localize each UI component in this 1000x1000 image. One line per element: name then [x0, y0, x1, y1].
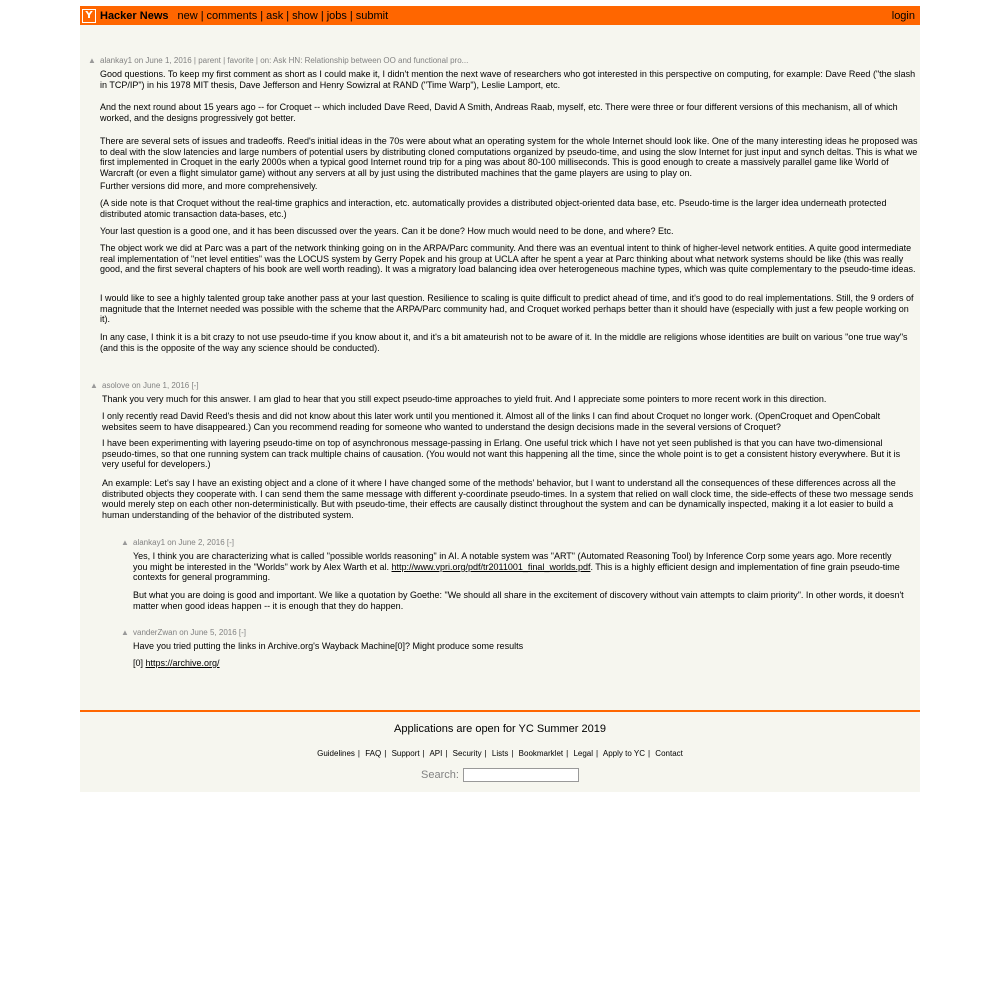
- collapse-toggle[interactable]: [-]: [226, 538, 235, 547]
- comment-on-word: on: [134, 56, 144, 65]
- comment-paragraph: But what you are doing is good and important. We like a quotation by Goethe: "We should all share in the excitement of discovery without vain attempts to claim priority". In other words, it doesn't matter when good ideas happen -- it is enough that they do happen.: [133, 590, 904, 611]
- comment-paragraph: [133, 658, 220, 669]
- comment-header: [133, 628, 246, 638]
- nav-separator: |: [200, 9, 204, 22]
- nav-separator: |: [286, 9, 290, 22]
- yc-applications-link[interactable]: Applications are open for YC Summer 2019: [394, 723, 606, 735]
- archive-org-link[interactable]: https://archive.org/: [145, 658, 220, 668]
- footer-link-apply[interactable]: Apply to YC: [602, 749, 645, 758]
- nav-separator: |: [349, 9, 353, 22]
- footer-link-bookmarklet[interactable]: Bookmarklet: [518, 749, 564, 758]
- nav-jobs[interactable]: jobs: [326, 9, 347, 22]
- collapse-toggle[interactable]: [-]: [238, 628, 247, 637]
- comment-paragraph: There are several sets of issues and tradeoffs. Reed's initial ideas in the 70s were about what an operating system for the whole Internet should look like. One of the many interesting ideas he proposed was to deal with the slow latencies and large numbers of potential users by distributing cloned computations organized by pseudo-time, and using the slow Internet for just input and synch deltas. This is what we first implemented in Croquet in the early 2000s when a typical good Internet round trip for a ping was about 80-100 milliseconds. This is good enough to create a massively parallel game like World of Warcraft (or even a flight simulator game) without any servers at all by just using the distributed machines that the game players are using to play on.: [100, 136, 918, 179]
- comment-paragraph: I would like to see a highly talented group take another pass at your last question. Resilience to scaling is quite difficult to predict ahead of time, and it's good to do real implementations. Still, the 9 orders of magnitude that the Internet needed was possible with the scheme that the ARPA/Parc community had, and Croquet worked perhaps better than it should have (especially with just a few people working on it).: [100, 293, 914, 325]
- comment-favorite-link[interactable]: favorite: [227, 56, 254, 65]
- upvote-arrow-icon[interactable]: ▲: [121, 628, 129, 637]
- search-row: [80, 768, 920, 782]
- comment-parent-link[interactable]: parent: [198, 56, 221, 65]
- hn-main: [80, 6, 920, 792]
- comment-paragraph: Good questions. To keep my first comment as short as I could make it, I didn't mention the next wave of researchers who got interested in this perspective on computing, for example: Dave Reed ("the slash in TCP/IP") in his 1978 MIT thesis, Dave Jefferson and Henry Sowizral at RAND ("Time Warp"), Leslie Lamport, etc.: [100, 69, 916, 90]
- y-logo-icon[interactable]: Y: [82, 9, 96, 23]
- footer-separator: |: [566, 749, 569, 758]
- comment-user-link[interactable]: vanderZwan: [133, 628, 178, 637]
- nav-separator: |: [320, 9, 324, 22]
- comment-paragraph: The object work we did at Parc was a part of the network thinking going on in the ARPA/Parc community. And there was an eventual intent to think of higher-level network entities. A quite good intermediate real implementation of "net level entities" was the LOCUS system by Gerry Popek and his group at UCLA after he spent a year at Parc thinking about what network systems should be like (this was really good, and the first several chapters of his book are well worth reading). It was a migratory load balancing idea over heterogeneous machine types, which was quite complementary to the pseudo-time ideas.: [100, 243, 916, 275]
- footer-separator: |: [484, 749, 487, 758]
- comment-user-link[interactable]: alankay1: [133, 538, 166, 547]
- comment-paragraph: [133, 551, 908, 583]
- login-link[interactable]: login: [891, 9, 915, 22]
- footer-separator: |: [596, 749, 599, 758]
- footer: [80, 710, 920, 792]
- comment-text-span: Yes, I think you are characterizing what is called "possible worlds reasoning" in AI. A notable system was "ART" (Automated Reasoning Tool) by Inference Corp some years ago. More recently you might be interested in the "Worlds" work by Alex Warth et al.: [133, 551, 892, 572]
- nav-submit[interactable]: submit: [355, 9, 389, 22]
- footer-link-lists[interactable]: Lists: [491, 749, 509, 758]
- comment-tree: [80, 25, 920, 710]
- comment-text-span: . This is a highly efficient design and implementation of fine grain pseudo-time contexts for general programming.: [133, 561, 900, 583]
- footer-separator: |: [647, 749, 651, 758]
- comment-user-link[interactable]: alankay1: [100, 56, 133, 65]
- comment-paragraph: (A side note is that Croquet without the real-time graphics and interaction, etc. automatically provides a distributed object-oriented data base, etc. Pseudo-time is the larger idea underneath protected distributed atomic transaction data-bases, etc.): [100, 198, 887, 219]
- footer-separator: |: [422, 749, 425, 758]
- comment-paragraph: Thank you very much for this answer. I am glad to hear that you still expect pseudo-time approaches to yield fruit. And I appreciate some pointers to more recent work in this direction.: [102, 394, 827, 404]
- comment-paragraph: An example: Let's say I have an existing object and a clone of it where I have changed some of the methods' behavior, but I want to understand all the consequences of these differences across all the distributed objects they cooperate with. I can send them the same message with different y-coordinate pseudo-times. In a system that relied on wall clock time, the side-effects of these two message sends would merely step on each other non-deterministically. But with pseudo-time, their effects are causally distinct throughout the system and can be dynamically inspected, making it a lot easier to build a human understanding of the behavior of the distributed system.: [102, 478, 914, 521]
- search-label: Search:: [421, 769, 459, 781]
- comment-story-link[interactable]: on: Ask HN: Relationship between OO and functional pro...: [260, 56, 469, 65]
- footnote-prefix: [0]: [133, 658, 146, 668]
- nav-separator: |: [260, 9, 264, 22]
- comment-on-word: on: [131, 381, 141, 390]
- nav-ask[interactable]: ask: [266, 9, 284, 22]
- comment-age-link[interactable]: June 1, 2016: [142, 381, 190, 390]
- footer-separator: |: [357, 749, 360, 758]
- comment-header: [102, 381, 199, 391]
- comment-paragraph: I only recently read David Reed's thesis and did not know about this later work until you mentioned it. Almost all of the links I can find about Croquet no longer work. (OpenCroquet and OpenCobalt websites seem to have disappeared.) Can you recommend reading for someone who wanted to understand the design decisions made in the several versions of Croquet?: [102, 411, 881, 432]
- comment-paragraph: Your last question is a good one, and it has been discussed over the years. Can it be done? How much would need to be done, and where? Etc.: [100, 226, 674, 236]
- upvote-arrow-icon[interactable]: ▲: [88, 56, 96, 65]
- footer-link-support[interactable]: Support: [391, 749, 420, 758]
- footer-separator: |: [384, 749, 387, 758]
- comment-paragraph: Have you tried putting the links in Archive.org's Wayback Machine[0]? Might produce some results: [133, 641, 524, 651]
- footer-link-legal[interactable]: Legal: [573, 749, 594, 758]
- footer-link-faq[interactable]: FAQ: [365, 749, 382, 758]
- footer-link-contact[interactable]: Contact: [655, 749, 683, 758]
- collapse-toggle[interactable]: [-]: [191, 381, 199, 390]
- top-bar: [80, 6, 920, 25]
- footer-separator: |: [511, 749, 514, 758]
- footer-separator: |: [445, 749, 448, 758]
- comment-paragraph: In any case, I think it is a bit crazy to not use pseudo-time if you know about it, and it's a bit amateurish not to be aware of it. In the middle are religions whose identities are built on various "one true way"s (and this is the opposite of the way any science should be conducted).: [100, 332, 908, 353]
- upvote-arrow-icon[interactable]: ▲: [90, 381, 98, 390]
- footer-link-guidelines[interactable]: Guidelines: [317, 749, 355, 758]
- upvote-arrow-icon[interactable]: ▲: [121, 538, 129, 547]
- comment-on-word: on: [167, 538, 177, 547]
- comment-paragraph: Further versions did more, and more comprehensively.: [100, 181, 318, 191]
- comment-on-word: on: [179, 628, 189, 637]
- worlds-pdf-link[interactable]: http://www.vpri.org/pdf/tr2011001_final_worlds.pdf: [391, 561, 591, 572]
- comment-paragraph: I have been experimenting with layering pseudo-time on top of asynchronous message-passing in Erlang. One useful trick which I have not yet seen published is that you can have two-dimensional pseudo-times, so that one running system can track multiple chains of causation. (You would not want this happening all the time, since the whole point is to get a consistent history everywhere. But it is very useful for developers.): [102, 438, 901, 470]
- search-input[interactable]: [463, 768, 579, 782]
- nav-new[interactable]: new: [177, 9, 198, 22]
- site-name-link[interactable]: Hacker News: [100, 9, 169, 22]
- nav-links: [178, 10, 389, 22]
- nav-show[interactable]: show: [292, 9, 318, 22]
- comment-age-link[interactable]: June 1, 2016: [145, 56, 192, 65]
- comment-user-link[interactable]: asolove: [102, 381, 130, 390]
- comment-age-link[interactable]: June 2, 2016: [178, 538, 225, 547]
- comment-paragraph: And the next round about 15 years ago -- for Croquet -- which included Dave Reed, David A Smith, Andreas Raab, myself, etc. There were three or four different versions of this mechanism, all of which worked, and the designs progressively got better.: [100, 102, 898, 123]
- comment-header: [133, 538, 234, 548]
- nav-comments[interactable]: comments: [206, 9, 258, 22]
- footer-links: [80, 749, 920, 758]
- footer-link-security[interactable]: Security: [452, 749, 482, 758]
- comment-age-link[interactable]: June 5, 2016: [190, 628, 237, 637]
- comment-header: alankay1 on June 1, 2016 | parent | favorite | on: Ask HN: Relationship between OO and functional pro...: [100, 56, 469, 65]
- footer-link-api[interactable]: API: [429, 749, 443, 758]
